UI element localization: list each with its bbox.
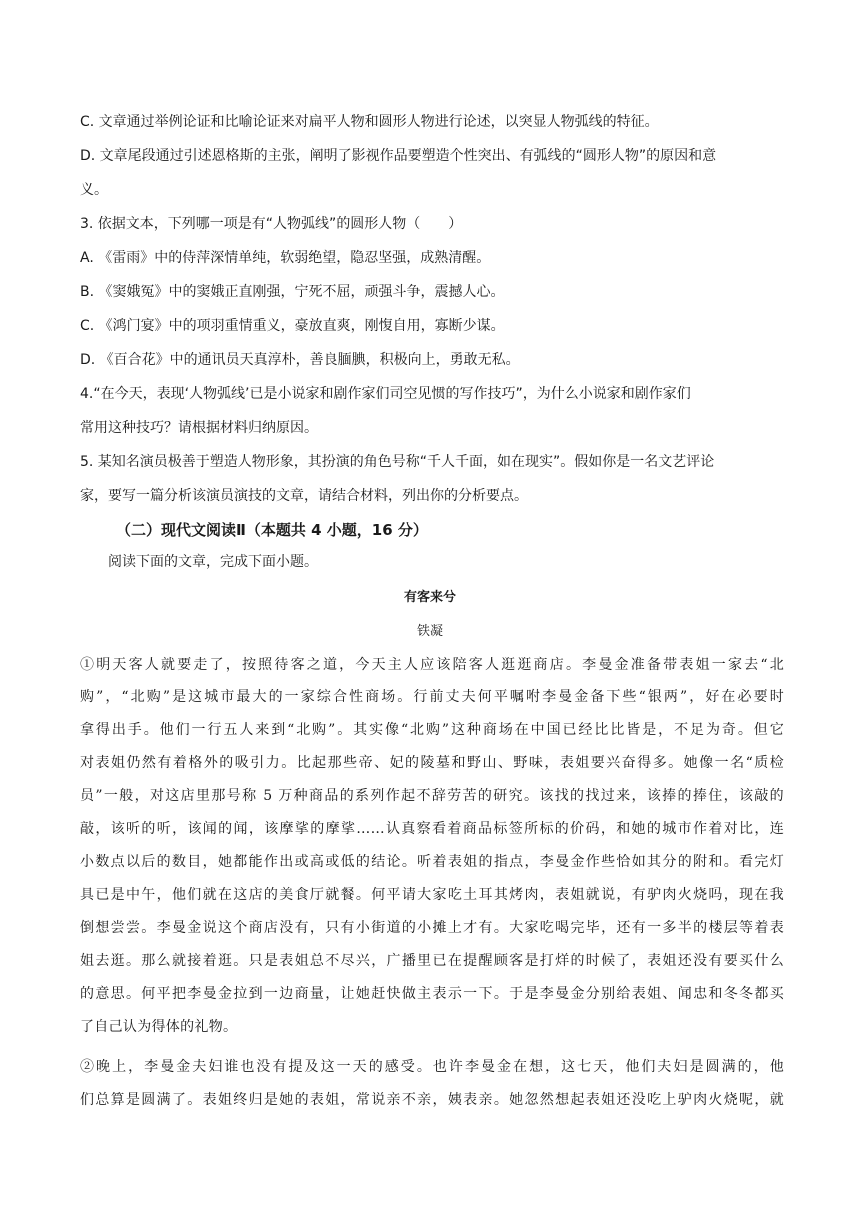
story-line: 拿得出手。他们一行五人来到“北购”。其实像“北购”这种商场在中国已经比比皆是，不足为奇。但它	[80, 722, 784, 738]
story-line: 购”，“北购”是这城市最大的一家综合性商场。行前丈夫何平嘱咐李曼金备下些“银两”，好在必要时	[80, 689, 784, 705]
story-line: 小数点以后的数目，她都能作出或高或低的结论。听着表姐的指点，李曼金作些恰如其分的附和。看完灯	[80, 854, 784, 870]
question-4-line2: 常用这种技巧？请根据材料归纳原因。	[80, 420, 318, 436]
story-line: 们总算是圆满了。表姐终归是她的表姐，常说亲不亲，姨表亲。她忽然想起表姐还没吃上驴肉火烧呢，就	[80, 1092, 784, 1108]
option-d-q2-line2: 义。	[80, 182, 108, 198]
story-line: 对表姐仍然有着格外的吸引力。比起那些帝、妃的陵墓和野山、野味，表姐要兴奋得多。她像一名“质检	[80, 755, 784, 771]
option-a-q3: A. 《雷雨》中的侍萍深情单纯，软弱绝望，隐忍坚强，成熟清醒。	[80, 250, 491, 266]
option-c-q2: C. 文章通过举例论证和比喻论证来对扁平人物和圆形人物进行论述，以突显人物弧线的特征。	[80, 114, 659, 130]
story-line: 具已是中午，他们就在这店的美食厅就餐。何平请大家吃土耳其烤肉，表姐就说，有驴肉火烧吗，现在我	[80, 887, 784, 903]
story-title: 有客来兮	[403, 590, 456, 605]
story-line: 的意思。何平把李曼金拉到一边商量，让她赶快做主表示一下。于是李曼金分别给表姐、闻忠和冬冬都买	[80, 986, 784, 1002]
question-5-line1: 5. 某知名演员极善于塑造人物形象，其扮演的角色号称“千人千面，如在现实”。假如你是一名文艺评论	[80, 454, 715, 470]
section-instruction: 阅读下面的文章，完成下面小题。	[108, 554, 318, 570]
question-4-line1: 4.“在今天，表现‘人物弧线’已是小说家和剧作家们司空见惯的写作技巧”，为什么小说家和剧作家们	[80, 386, 691, 402]
option-d-q3: D. 《百合花》中的通讯员天真淳朴，善良腼腆，积极向上，勇敢无私。	[80, 352, 520, 368]
story-line: 姐去逛。那么就接着逛。只是表姐总不尽兴，广播里已在提醒顾客是打烊的时候了，表姐还没有要买什么	[80, 953, 784, 969]
question-3: 3. 依据文本，下列哪一项是有“人物弧线”的圆形人物（ ）	[80, 216, 463, 232]
option-c-q3: C. 《鸿门宴》中的项羽重情重义，豪放直爽，刚愎自用，寡断少谋。	[80, 318, 505, 334]
option-b-q3: B. 《窦娥冤》中的窦娥正直刚强，宁死不屈，顽强斗争，震撼人心。	[80, 284, 505, 300]
section-heading: （二）现代文阅读Ⅱ（本题共 4 小题，16 分）	[116, 521, 428, 539]
story-line: 了自己认为得体的礼物。	[80, 1019, 238, 1035]
story-line: 员”一般，对这店里那号称 5 万种商品的系列作起不辞劳苦的研究。该找的找过来，该捧的捧住，该敲的	[80, 788, 784, 804]
story-author: 铁凝	[416, 624, 443, 639]
story-line: ①明天客人就要走了，按照待客之道，今天主人应该陪客人逛逛商店。李曼金准备带表姐一家去“北	[80, 657, 784, 673]
story-line: 倒想尝尝。李曼金说这个商店没有，只有小街道的小摊上才有。大家吃喝完毕，还有一多半的楼层等着表	[80, 920, 784, 936]
option-d-q2-line1: D. 文章尾段通过引述恩格斯的主张，阐明了影视作品要塑造个性突出、有弧线的“圆形人物”的原因和意	[80, 148, 717, 164]
question-5-line2: 家，要写一篇分析该演员演技的文章，请结合材料，列出你的分析要点。	[80, 488, 528, 504]
story-line: 敲，该听的听，该闻的闻，该摩挲的摩挲……认真察看着商品标签所标的价码，和她的城市作着对比，连	[80, 821, 784, 837]
story-line: ②晚上，李曼金夫妇谁也没有提及这一天的感受。也许李曼金在想，这七天，他们夫妇是圆满的，他	[80, 1059, 784, 1075]
